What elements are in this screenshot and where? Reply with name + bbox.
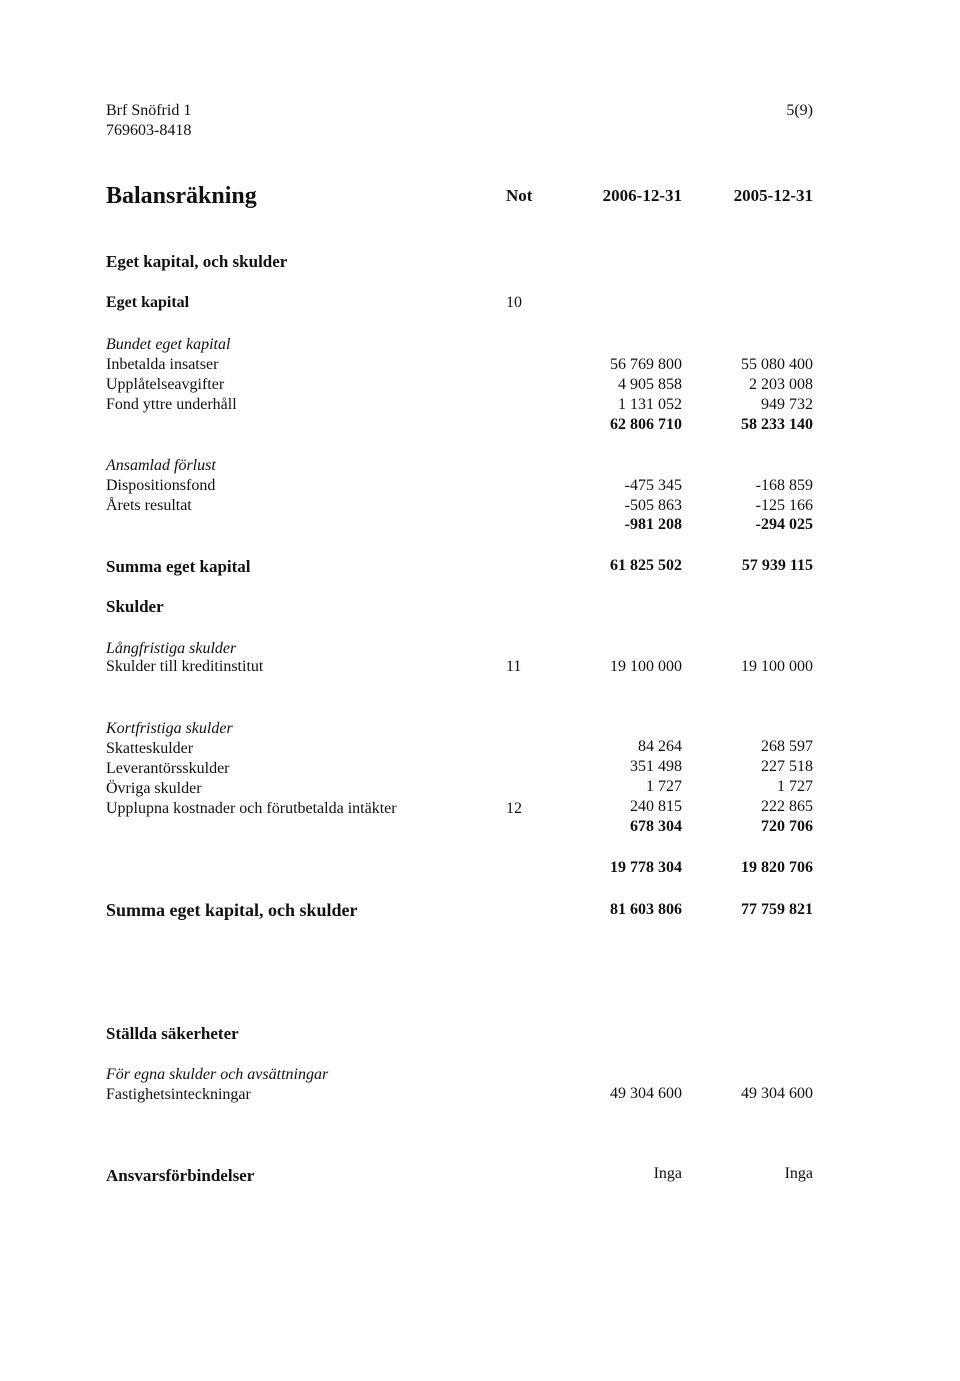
accumulated-loss-heading: Ansamlad förlust [106,457,216,474]
equity-total-current: 61 825 502 [610,557,682,574]
row-value-current: 84 264 [638,738,682,755]
row-label: Upplåtelseavgifter [106,376,225,393]
column-header-current: 2006-12-31 [602,186,682,205]
row-note: 12 [506,800,522,817]
page-title: Balansräkning [106,183,257,209]
long-term-heading: Långfristiga skulder [106,640,237,657]
row-label: Upplupna kostnader och förutbetalda intäkter [106,800,397,817]
row-value-current: 56 769 800 [610,356,682,373]
column-header-note: Not [506,186,533,205]
contingent-heading: Ansvarsförbindelser [106,1166,255,1185]
row-label: Övriga skulder [106,780,202,797]
row-value-current: 4 905 858 [618,376,682,393]
row-value-previous: 1 727 [777,778,813,795]
equity-total-previous: 57 939 115 [741,557,813,574]
row-value-current: 19 100 000 [610,658,682,675]
row-value-previous: 268 597 [761,738,813,755]
row-label: Inbetalda insatser [106,356,219,373]
page-number: 5(9) [786,102,813,119]
equity-heading: Eget kapital [106,294,190,311]
row-value-current: 1 727 [646,778,682,795]
subtotal-current: 678 304 [630,818,682,835]
row-value-previous: 2 203 008 [749,376,813,393]
pledged-heading: Ställda säkerheter [106,1024,239,1043]
contingent-current: Inga [653,1165,682,1182]
pledged-subheading: För egna skulder och avsättningar [106,1066,329,1083]
row-label: Leverantörsskulder [106,760,230,777]
subtotal-current: -981 208 [624,516,682,533]
section-title: Eget kapital, och skulder [106,252,288,271]
subtotal-previous: 58 233 140 [741,416,813,433]
contingent-previous: Inga [784,1165,813,1182]
row-value-current: 240 815 [630,798,682,815]
row-value-previous: -168 859 [755,477,813,494]
org-number: 769603-8418 [106,122,192,139]
row-value-previous: 49 304 600 [741,1085,813,1102]
row-label: Årets resultat [106,497,192,514]
row-value-previous: 222 865 [761,798,813,815]
short-term-heading: Kortfristiga skulder [106,720,233,737]
row-value-current: -505 863 [624,497,682,514]
row-label: Dispositionsfond [106,477,216,494]
row-value-current: -475 345 [624,477,682,494]
row-value-previous: 19 100 000 [741,658,813,675]
company-name: Brf Snöfrid 1 [106,102,192,119]
equity-total-label: Summa eget kapital [106,557,251,576]
row-label: Skatteskulder [106,740,194,757]
row-value-current: 351 498 [630,758,682,775]
row-label: Fond yttre underhåll [106,396,237,413]
row-label: Skulder till kreditinstitut [106,658,264,675]
row-note: 11 [506,658,522,675]
row-value-previous: 227 518 [761,758,813,775]
liabilities-total-previous: 19 820 706 [741,859,813,876]
subtotal-previous: 720 706 [761,818,813,835]
grand-total-current: 81 603 806 [610,901,682,918]
column-header-previous: 2005-12-31 [733,186,813,205]
liabilities-heading: Skulder [106,597,164,616]
row-value-previous: 949 732 [761,396,813,413]
grand-total-previous: 77 759 821 [741,901,813,918]
grand-total-label: Summa eget kapital, och skulder [106,900,358,920]
row-label: Fastighetsinteckningar [106,1086,251,1103]
row-value-previous: 55 080 400 [741,356,813,373]
equity-note: 10 [506,294,522,311]
subtotal-previous: -294 025 [755,516,813,533]
subtotal-current: 62 806 710 [610,416,682,433]
row-value-previous: -125 166 [755,497,813,514]
row-value-current: 1 131 052 [618,396,682,413]
restricted-equity-heading: Bundet eget kapital [106,336,231,353]
row-value-current: 49 304 600 [610,1085,682,1102]
liabilities-total-current: 19 778 304 [610,859,682,876]
